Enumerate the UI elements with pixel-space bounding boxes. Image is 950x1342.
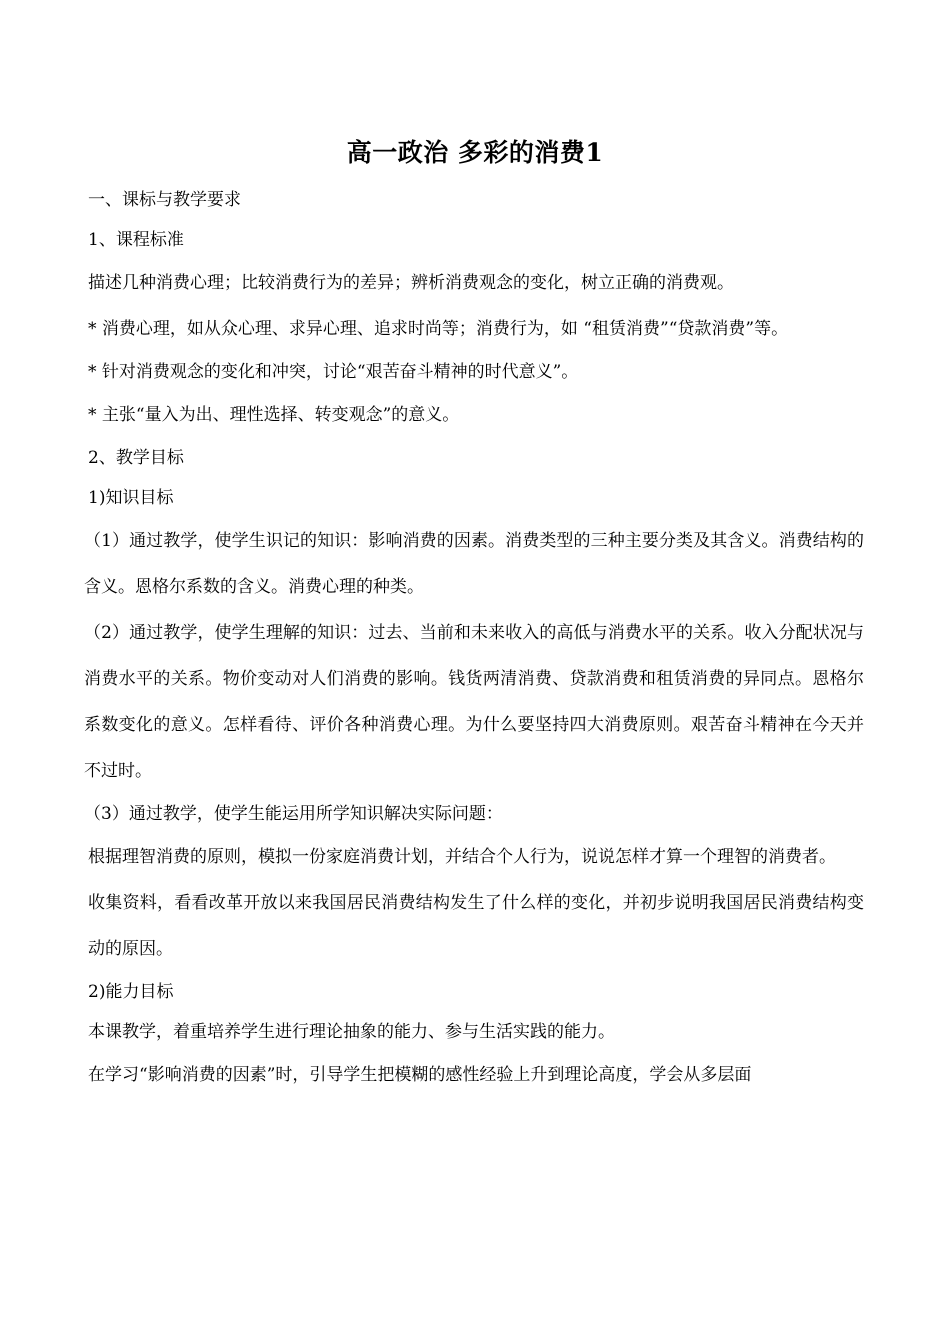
paragraph: 在学习“影响消费的因素”时，引导学生把模糊的感性经验上升到理论高度，学会从多层面 (88, 1065, 752, 1085)
document-title: 高一政治 多彩的消费1 (346, 138, 604, 167)
paragraph: 描述几种消费心理；比较消费行为的差异；辨析消费观念的变化，树立正确的消费观。 (88, 273, 734, 293)
numbered-paragraph: （1）通过教学，使学生识记的知识：影响消费的因素。消费类型的三种主要分类及其含义。消费结构的含义。恩格尔系数的含义。消费心理的种类。 (84, 531, 864, 597)
section-heading: 一、课标与教学要求 (88, 190, 241, 210)
bullet-paragraph: * 主张“量入为出、理性选择、转变观念”的意义。 (88, 405, 460, 425)
subsubsection-heading: 2)能力目标 (88, 982, 174, 1002)
subsection-heading: 2、教学目标 (88, 448, 184, 468)
paragraph: 根据理智消费的原则，模拟一份家庭消费计划，并结合个人行为，说说怎样才算一个理智的消费者。 (88, 847, 836, 867)
subsection-heading: 1、课程标准 (88, 230, 184, 250)
paragraph: 收集资料，看看改革开放以来我国居民消费结构发生了什么样的变化，并初步说明我国居民消费结构变动的原因。 (88, 893, 864, 959)
document-body (84, 180, 864, 1098)
subsubsection-heading: 1)知识目标 (88, 488, 174, 508)
numbered-paragraph: （3）通过教学，使学生能运用所学知识解决实际问题： (84, 804, 503, 824)
paragraph: 本课教学，着重培养学生进行理论抽象的能力、参与生活实践的能力。 (88, 1022, 615, 1042)
numbered-paragraph: （2）通过教学，使学生理解的知识：过去、当前和未来收入的高低与消费水平的关系。收入分配状况与消费水平的关系。物价变动对人们消费的影响。钱货两清消费、贷款消费和租赁消费的异同点。恩格尔系数变化的意义。怎样看待、评价各种消费心理。为什么要坚持四大消费原则。艰苦奋斗精神在今天并不过时。 (84, 623, 864, 781)
bullet-paragraph: * 消费心理，如从众心理、求异心理、追求时尚等；消费行为，如 “租赁消费”“贷款消费”等。 (88, 319, 789, 339)
bullet-paragraph: * 针对消费观念的变化和冲突，讨论“艰苦奋斗精神的时代意义”。 (88, 362, 579, 382)
